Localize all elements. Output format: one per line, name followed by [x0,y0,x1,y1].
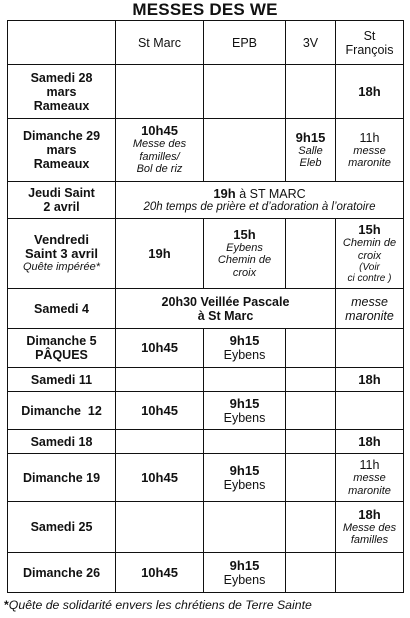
note: messe maronite [348,144,391,169]
table-row [8,182,404,219]
table-row [8,368,404,392]
time: 11h [359,458,380,472]
time: 10h45 [141,564,178,580]
time: 19h [213,185,236,201]
table-row [8,392,404,430]
note: messe maronite [348,472,391,497]
footnote-star: * [4,598,9,612]
date-cell: Dimanche 5 PÂQUES [8,329,116,368]
note: Eybens [223,410,266,425]
table-row [8,553,404,593]
header-st-francois: St François [336,21,404,65]
header-st-marc: St Marc [116,21,204,65]
date-cell: Dimanche 26 [8,553,116,593]
date-cell: Dimanche 19 [8,454,116,502]
time: 18h [358,371,381,387]
date-cell: Samedi 4 [8,289,116,329]
date-cell: Jeudi Saint 2 avril [8,182,116,219]
time: 18h [358,433,381,449]
table-row [8,430,404,454]
note: Chemin de croix [342,237,397,262]
table-row [8,329,404,368]
time: 10h45 [141,340,178,355]
note: (Voir ci contre ) [347,262,392,284]
footnote-text: Quête de solidarité envers les chrétiens de Terre Sainte [8,598,312,612]
date-note: Quête impérée* [22,261,101,274]
time: 11h [359,130,380,145]
time: 10h45 [141,123,178,139]
time: 15h [233,226,256,242]
date-cell: Dimanche 12 [8,392,116,430]
time: 15h [358,222,381,237]
time: 9h15 [229,333,260,348]
time: 9h15 [229,395,260,411]
note: Eybens [223,477,266,492]
footnote [4,597,408,613]
table-row [8,119,404,182]
place: à ST MARC [235,186,306,201]
note: Eybens [223,348,266,362]
date-cell: Samedi 11 [8,368,116,392]
time: 19h [148,245,171,261]
time: 9h15 [295,129,326,145]
date-cell: Samedi 28 mars Rameaux [8,65,116,119]
time: 9h15 [229,557,260,573]
jeudi-saint-cell [116,182,404,219]
table-row [8,454,404,502]
time: 10h45 [141,402,178,418]
note: 20h temps de prière et d’adoration à l’oratoire [143,200,376,213]
note: Messe des familles/ Bol de riz [132,138,187,176]
note: Salle Eleb [298,144,323,169]
date-cell: Dimanche 29 mars Rameaux [8,119,116,182]
veillee-pascale-cell: 20h30 Veillée Pascale à St Marc [116,289,336,329]
header-epb: EPB [204,21,286,65]
date-cell: Vendredi Saint 3 avril Quête impérée* [8,219,116,289]
time: 18h [358,83,381,99]
note: messe maronite [336,289,404,329]
time: 9h15 [229,462,260,478]
page-title: MESSES DES WE [132,0,278,19]
header-empty [8,21,116,65]
note: Eybens [223,572,266,587]
note: Eybens Chemin de croix [217,241,272,279]
time: 18h [358,506,381,522]
header-row [8,21,404,65]
header-3v: 3V [286,21,336,65]
mass-schedule-table [7,20,404,593]
table-row [8,289,404,329]
time: 10h45 [141,469,178,485]
table-row [8,502,404,553]
table-row [8,65,404,119]
note: Messe des familles [342,521,397,546]
date-cell: Samedi 25 [8,502,116,553]
date-cell: Samedi 18 [8,430,116,454]
table-row [8,219,404,289]
